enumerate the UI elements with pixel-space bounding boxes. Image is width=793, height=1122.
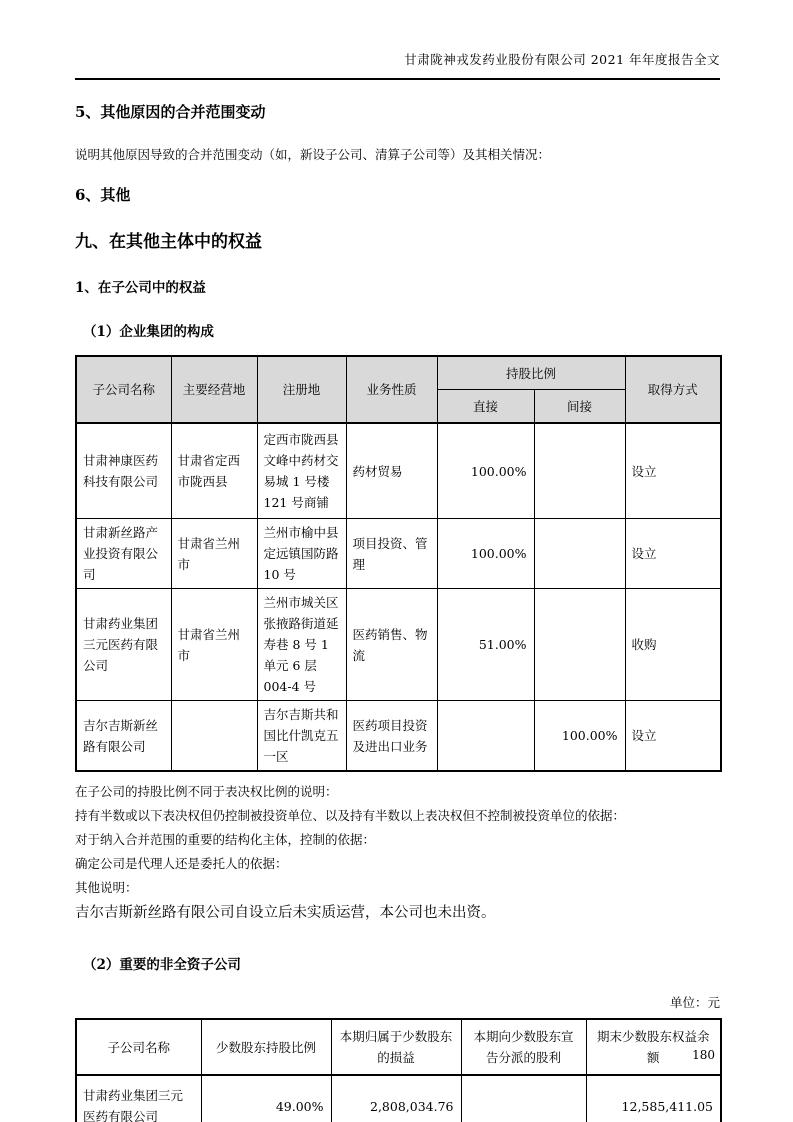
cell-subsidiary-name: 甘肃神康医药科技有限公司 — [76, 423, 171, 519]
col-header-minority-ratio: 少数股东持股比例 — [201, 1019, 331, 1075]
col-header-subsidiary-name: 子公司名称 — [76, 1019, 201, 1075]
cell-acquisition-method: 设立 — [625, 519, 721, 589]
note-structured-entity: 对于纳入合并范围的重要的结构化主体，控制的依据： — [75, 832, 376, 847]
col-header-indirect: 间接 — [534, 390, 625, 424]
notes-block — [75, 783, 720, 923]
cell-main-place: 甘肃省兰州市 — [171, 519, 257, 589]
header-rule — [75, 78, 720, 80]
cell-minority-profit-loss: 2,808,034.76 — [331, 1075, 461, 1122]
note-other-content: 吉尔吉斯新丝路有限公司自设立后未实质运营，本公司也未出资。 — [75, 905, 496, 921]
cell-registered-place: 兰州市榆中县定远镇国防路 10 号 — [257, 519, 346, 589]
subsection-subsidiaries-title: 1、在子公司中的权益 — [75, 280, 206, 296]
col-header-declared-dividends: 本期向少数股东宣告分派的股利 — [461, 1019, 586, 1075]
cell-subsidiary-name: 甘肃药业集团三元医药有限公司 — [76, 589, 171, 701]
cell-ending-minority-equity: 12,585,411.05 — [586, 1075, 721, 1122]
cell-registered-place: 兰州市城关区张掖路街道延寿巷 8 号 1 单元 6 层 004-4 号 — [257, 589, 346, 701]
cell-business-nature: 项目投资、管理 — [346, 519, 437, 589]
cell-business-nature: 医药项目投资及进出口业务 — [346, 701, 437, 772]
cell-subsidiary-name: 甘肃药业集团三元医药有限公司 — [76, 1075, 201, 1122]
report-title: 甘肃陇神戎发药业股份有限公司 2021 年年度报告全文 — [404, 52, 720, 67]
col-header-minority-profit-loss: 本期归属于少数股东的损益 — [331, 1019, 461, 1075]
table-row — [76, 519, 721, 589]
section-5-description: 说明其他原因导致的合并范围变动（如，新设子公司、清算子公司等）及其相关情况： — [75, 147, 551, 162]
unit-label: 单位：元 — [669, 995, 720, 1010]
col-header-main-place: 主要经营地 — [171, 356, 257, 423]
cell-acquisition-method: 设立 — [625, 701, 721, 772]
cell-direct-ratio — [437, 701, 534, 772]
cell-indirect-ratio — [534, 423, 625, 519]
cell-minority-ratio: 49.00% — [201, 1075, 331, 1122]
note-other-label: 其他说明： — [75, 880, 138, 895]
table-row — [76, 423, 721, 519]
group-composition-title: （1）企业集团的构成 — [83, 324, 214, 340]
subsidiary-group-table — [75, 355, 722, 772]
col-header-registered-place: 注册地 — [257, 356, 346, 423]
col-header-acquisition-method: 取得方式 — [625, 356, 721, 423]
table-row — [76, 1075, 721, 1122]
table-row — [76, 589, 721, 701]
cell-registered-place: 吉尔吉斯共和国比什凯克五一区 — [257, 701, 346, 772]
cell-registered-place: 定西市陇西县文峰中药材交易城 1 号楼 121 号商铺 — [257, 423, 346, 519]
col-header-ending-minority-equity: 期末少数股东权益余额 — [586, 1019, 721, 1075]
cell-main-place — [171, 701, 257, 772]
cell-direct-ratio: 100.00% — [437, 519, 534, 589]
subsidiary-table-header — [76, 356, 721, 423]
col-header-direct: 直接 — [437, 390, 534, 424]
col-header-shareholding-ratio: 持股比例 — [437, 356, 625, 390]
cell-subsidiary-name: 吉尔吉斯新丝路有限公司 — [76, 701, 171, 772]
page-number: 180 — [692, 1048, 715, 1062]
section-5-title: 5、其他原因的合并范围变动 — [75, 103, 266, 121]
cell-main-place: 甘肃省定西市陇西县 — [171, 423, 257, 519]
section-6-title: 6、其他 — [75, 186, 131, 204]
cell-indirect-ratio: 100.00% — [534, 701, 625, 772]
cell-declared-dividends — [461, 1075, 586, 1122]
table-row — [76, 701, 721, 772]
cell-main-place: 甘肃省兰州市 — [171, 589, 257, 701]
cell-indirect-ratio — [534, 589, 625, 701]
cell-business-nature: 药材贸易 — [346, 423, 437, 519]
nonwholly-subsidiaries-title: （2）重要的非全资子公司 — [83, 957, 241, 973]
section-9-title: 九、在其他主体中的权益 — [75, 232, 262, 252]
cell-business-nature: 医药销售、物流 — [346, 589, 437, 701]
cell-acquisition-method: 设立 — [625, 423, 721, 519]
note-control-basis: 持有半数或以下表决权但仍控制被投资单位、以及持有半数以上表决权但不控制被投资单位的依据： — [75, 808, 626, 823]
cell-subsidiary-name: 甘肃新丝路产业投资有限公司 — [76, 519, 171, 589]
nonwholly-subsidiaries-table — [75, 1018, 722, 1122]
note-agent-principal: 确定公司是代理人还是委托人的依据： — [75, 856, 288, 871]
report-header — [75, 50, 720, 68]
col-header-business-nature: 业务性质 — [346, 356, 437, 423]
cell-acquisition-method: 收购 — [625, 589, 721, 701]
cell-direct-ratio: 51.00% — [437, 589, 534, 701]
nonwholly-table-header — [76, 1019, 721, 1075]
cell-indirect-ratio — [534, 519, 625, 589]
note-voting-ratio: 在子公司的持股比例不同于表决权比例的说明： — [75, 784, 338, 799]
col-header-subsidiary-name: 子公司名称 — [76, 356, 171, 423]
cell-direct-ratio: 100.00% — [437, 423, 534, 519]
